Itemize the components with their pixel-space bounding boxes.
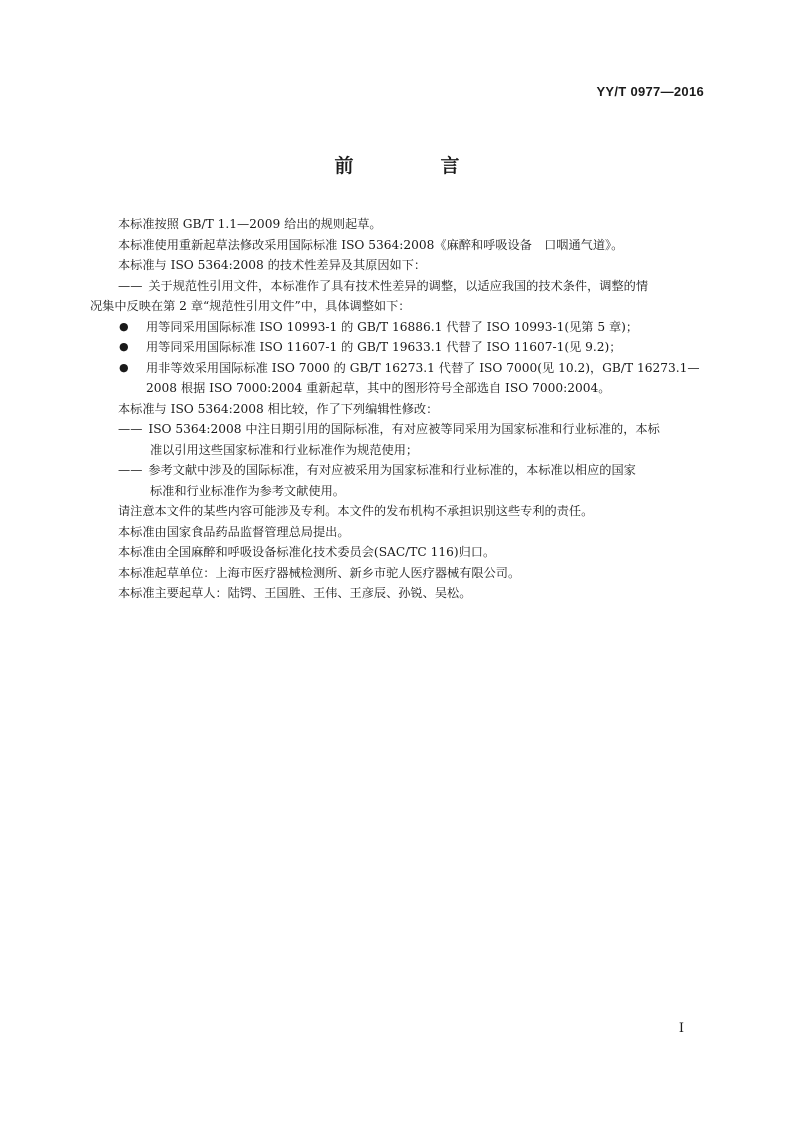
dash-item-bibliography [90, 460, 704, 501]
paragraph-adoption: 本标准使用重新起草法修改采用国际标准 ISO 5364:2008《麻醉和呼吸设备 口咽通气道》。 [118, 237, 624, 252]
paragraph-under-jurisdiction: 本标准由全国麻醉和呼吸设备标准化技术委员会(SAC/TC 116)归口。 [118, 545, 496, 559]
dash-item-continuation: 准以引用这些国家标准和行业标准作为规范使用； [150, 442, 419, 457]
paragraph-patent-notice: 请注意本文件的某些内容可能涉及专利。本文件的发布机构不承担识别这些专利的责任。 [118, 504, 594, 518]
page-title: 前 言 [334, 155, 494, 177]
foreword-body [90, 214, 704, 604]
bullet-icon: ● [119, 360, 129, 374]
bullet-item [90, 317, 704, 338]
dash-item-dated-references [90, 419, 704, 460]
bullet-text: 用非等效采用国际标准 ISO 7000 的 GB/T 16273.1 代替了 ISO 7000(见 10.2)，GB/T 16273.1— [146, 360, 700, 375]
dash-item-continuation: 标准和行业标准作为参考文献使用。 [150, 483, 345, 498]
paragraph-drafting-units: 本标准起草单位：上海市医疗器械检测所、新乡市驼人医疗器械有限公司。 [118, 565, 521, 580]
dash-marker: —— [118, 463, 143, 477]
dash-item-text: 关于规范性引用文件，本标准作了具有技术性差异的调整，以适应我国的技术条件，调整的情 [148, 278, 649, 293]
paragraph-drafting-rules: 本标准按照 GB/T 1.1—2009 给出的规则起草。 [118, 217, 382, 231]
paragraph-editorial-changes: 本标准与 ISO 5364:2008 相比较，作了下列编辑性修改： [118, 401, 439, 416]
paragraph-technical-differences: 本标准与 ISO 5364:2008 的技术性差异及其原因如下： [118, 258, 427, 272]
bullet-text: 用等同采用国际标准 ISO 10993-1 的 GB/T 16886.1 代替了 ISO 10993-1(见第 5 章)； [146, 319, 639, 334]
dash-marker: —— [118, 422, 143, 436]
dash-marker: —— [118, 278, 143, 293]
paragraph-proposed-by: 本标准由国家食品药品监督管理总局提出。 [118, 524, 350, 539]
page-number: I [678, 1021, 684, 1036]
dash-item-text: 参考文献中涉及的国际标准，有对应被采用为国家标准和行业标准的，本标准以相应的国家 [148, 463, 636, 477]
dash-item-normative-references [90, 276, 704, 297]
bullet-icon: ● [119, 340, 129, 353]
document-code: YY/T 0977—2016 [596, 84, 704, 99]
bullet-item [90, 337, 704, 358]
bullet-item [90, 358, 704, 399]
dash-item-continuation: 况集中反映在第 2 章“规范性引用文件”中，具体调整如下： [90, 299, 411, 313]
paragraph-drafters: 本标准主要起草人：陆锷、王国胜、王伟、王彦辰、孙锐、吴松。 [118, 586, 472, 600]
bullet-text-continuation: 2008 根据 ISO 7000:2004 重新起草，其中的图形符号全部选自 ISO 7000:2004。 [146, 381, 611, 395]
dash-item-text: ISO 5364:2008 中注日期引用的国际标准，有对应被等同采用为国家标准和行业标准的，本标 [148, 422, 660, 436]
bullet-icon: ● [119, 319, 129, 333]
bullet-text: 用等同采用国际标准 ISO 11607-1 的 GB/T 19633.1 代替了 ISO 11607-1(见 9.2)； [146, 340, 622, 354]
